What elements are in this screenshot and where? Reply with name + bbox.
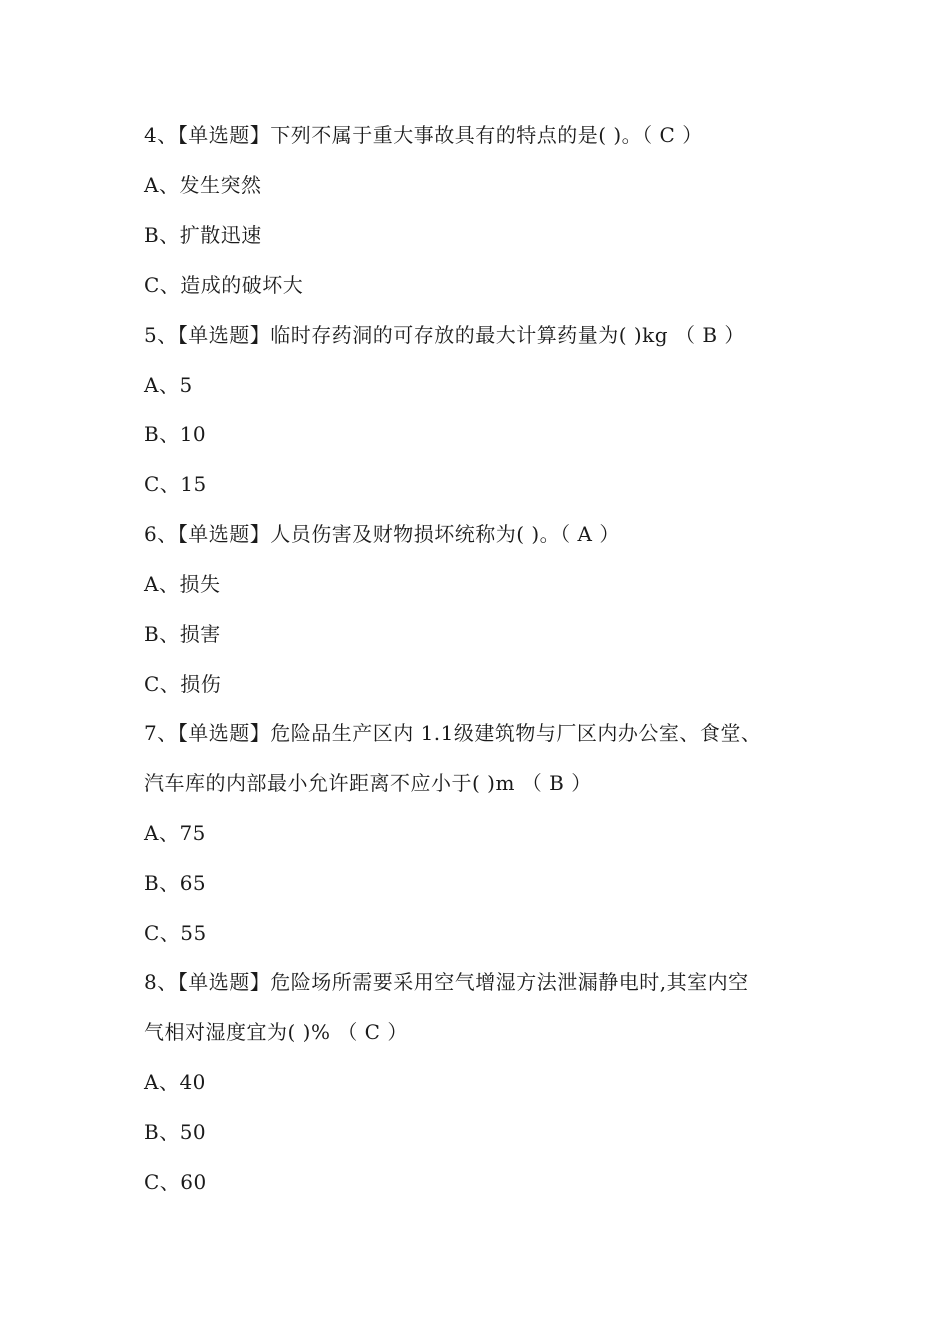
question-7-option-c: C、55	[144, 921, 207, 945]
question-5-option-c: C、15	[144, 472, 207, 496]
question-4-option-c: C、造成的破坏大	[144, 273, 304, 297]
question-8-option-a: A、40	[144, 1070, 206, 1094]
question-5-option-a: A、5	[144, 373, 193, 397]
question-7-text-line-2: 汽车库的内部最小允许距离不应小于( )m （ B ）	[144, 771, 592, 795]
question-8-text-line-1: 8、【单选题】危险场所需要采用空气增湿方法泄漏静电时,其室内空	[144, 970, 749, 994]
question-8-option-c: C、60	[144, 1170, 207, 1194]
question-6-option-b: B、损害	[144, 622, 221, 646]
question-8-text-line-2: 气相对湿度宜为( )% （ C ）	[144, 1020, 408, 1044]
question-5-option-b: B、10	[144, 422, 207, 446]
question-6-text: 6、【单选题】人员伤害及财物损坏统称为( )。（ A ）	[144, 522, 620, 546]
question-7-text-line-1: 7、【单选题】危险品生产区内 1.1级建筑物与厂区内办公室、食堂、	[144, 721, 762, 745]
question-4-option-a: A、发生突然	[144, 173, 262, 197]
question-7-option-a: A、75	[144, 821, 206, 845]
question-4-option-b: B、扩散迅速	[144, 223, 262, 247]
question-6-option-c: C、损伤	[144, 672, 222, 696]
question-5-text: 5、【单选题】临时存药洞的可存放的最大计算药量为( )kg （ B ）	[144, 323, 745, 347]
question-6-option-a: A、损失	[144, 572, 221, 596]
question-7-option-b: B、65	[144, 871, 207, 895]
question-4-text: 4、【单选题】下列不属于重大事故具有的特点的是( )。（ C ）	[144, 123, 703, 147]
question-8-option-b: B、50	[144, 1120, 207, 1144]
